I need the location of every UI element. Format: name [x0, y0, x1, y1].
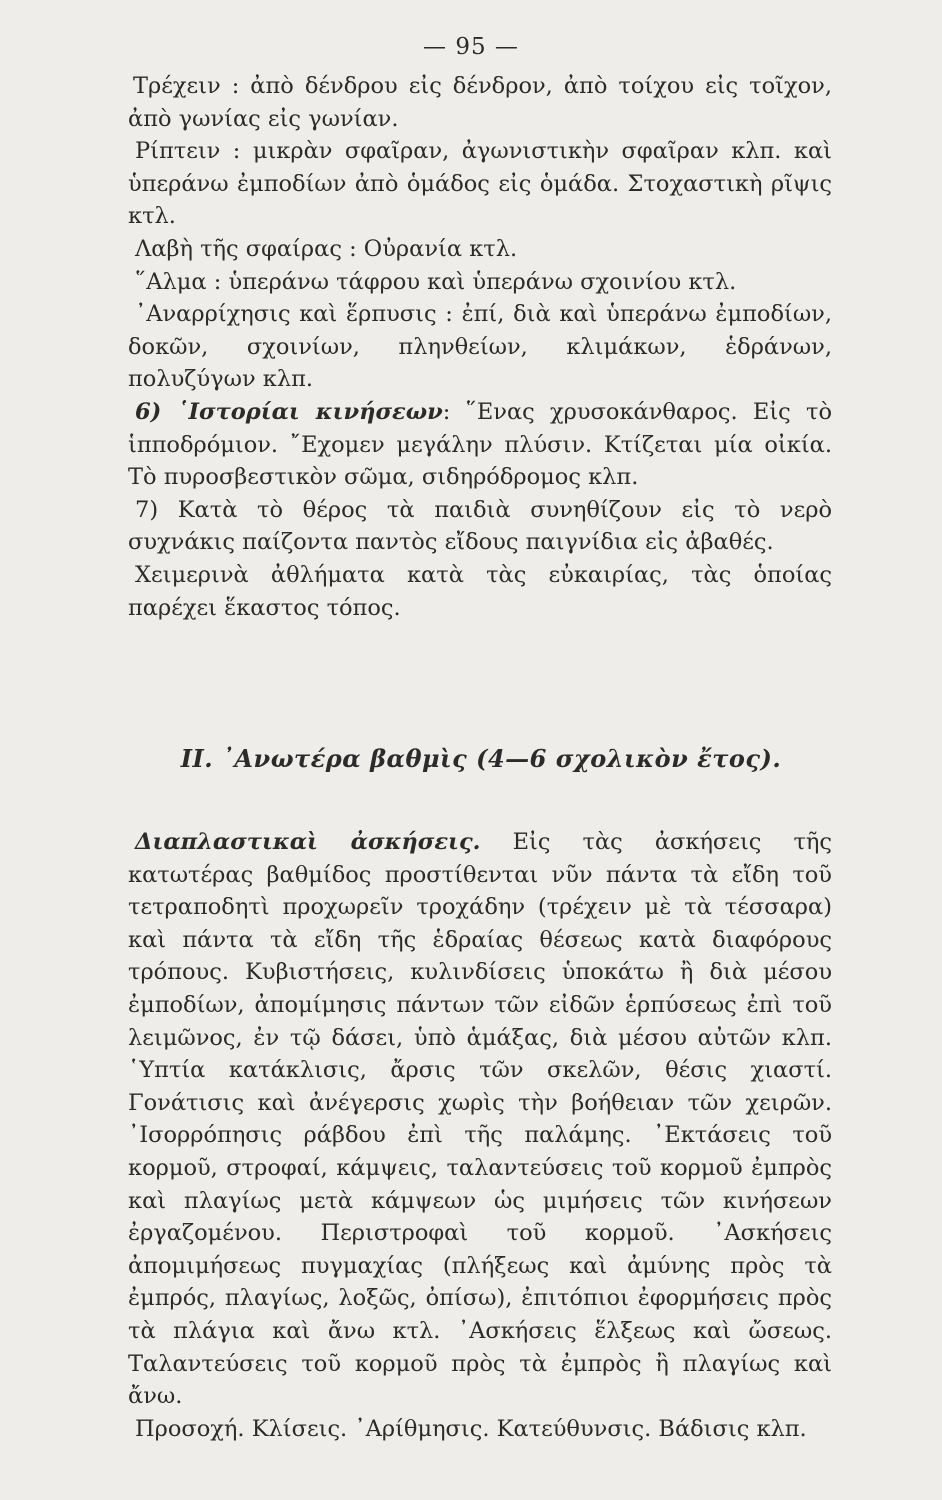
paragraph-text: ῞Αλμα : ὑπεράνω τάφρου καὶ ὑπεράνω σχοινίου κτλ.: [135, 268, 737, 295]
paragraph-text: ᾿Αναρρίχησις καὶ ἕρπυσις : ἐπί, διὰ καὶ ὑπεράνω ἐμποδίων, δοκῶν, σχοινίων, πληνθείων, κλιμάκων, ἑδράνων, πολυζύγων κλπ.: [128, 301, 832, 393]
bottom-text-block: [128, 826, 832, 1445]
paragraph-jumping: [128, 266, 832, 299]
paragraph-climbing: [128, 298, 832, 396]
paragraph-text: Ρίπτειν : μικρὰν σφαῖραν, ἀγωνιστικὴν σφαῖραν κλπ. καὶ ὑπεράνω ἐμποδίων ἀπὸ ὁμάδος εἰς ὁμάδα. Στοχαστικὴ ρῖψις κτλ.: [128, 138, 832, 230]
paragraph-commands: [128, 1413, 832, 1446]
paragraph-ball-grip: [128, 233, 832, 266]
paragraph-text: : ῞Ενας χρυσοκάνθαρος. Εἰς τὸ ἱπποδρόμιον. ῎Εχομεν μεγάλην πλύσιν. Κτίζεται μία οἰκία. Τὸ πυροσβεστικὸν σῶμα, σιδηρόδρομος κλπ.: [128, 398, 832, 491]
paragraph-label: 6) ῾Ιστορίαι κινήσεων: [135, 398, 443, 425]
top-text-block: [128, 70, 832, 624]
paragraph-running: [128, 70, 832, 135]
paragraph-winter: [128, 559, 832, 624]
page-number: — 95 —: [423, 34, 519, 60]
paragraph-text: Προσοχή. Κλίσεις. ᾿Αρίθμησις. Κατεύθυνσις. Βάδισις κλπ.: [135, 1415, 807, 1442]
paragraph-movement-stories: [128, 396, 832, 494]
paragraph-label: Διαπλαστικαὶ ἀσκήσεις.: [135, 829, 481, 855]
paragraph-throwing: [128, 135, 832, 233]
paragraph-text: Τρέχειν : ἀπὸ δένδρου εἰς δένδρον, ἀπὸ τοίχου εἰς τοῖχον, ἀπὸ γωνίας εἰς γωνίαν.: [128, 73, 832, 132]
paragraph-text: Χειμερινὰ ἀθλήματα κατὰ τὰς εὐκαιρίας, τὰς ὁποίας παρέχει ἕκαστος τόπος.: [128, 561, 832, 621]
paragraph-formative-exercises: [128, 826, 832, 1413]
paragraph-text: Λαβὴ τῆς σφαίρας : Οὐρανία κτλ.: [135, 235, 518, 262]
paragraph-summer: [128, 494, 832, 559]
paragraph-text: 7) Κατὰ τὸ θέρος τὰ παιδιὰ συνηθίζουν εἰς τὸ νερὸ συχνάκις παίζοντα παντὸς εἴδους παιγνίδια εἰς ἀβαθές.: [128, 496, 832, 556]
section-heading: ΙΙ. ᾿Ανωτέρα βαθμὶς (4—6 σχολικὸν ἔτος).: [180, 744, 782, 773]
paragraph-text: Εἰς τὰς ἀσκήσεις τῆς κατωτέρας βαθμίδος προστίθενται νῦν πάντα τὰ εἴδη τοῦ τετραποδητὶ προχωρεῖν τροχάδην (τρέχειν μὲ τὰ τέσσαρα) καὶ πάντα τὰ εἴδη τῆς ἑδραίας θέσεως κατὰ διαφόρους τρόπους. Κυβιστήσεις, κυλινδίσεις ὑποκάτω ἢ διὰ μέσου ἐμποδίων, ἀπομίμησις πάντων τῶν εἰδῶν ἑρπύσεως ἐπὶ τοῦ λειμῶνος, ἐν τῷ δάσει, ὑπὸ ἁμάξας, διὰ μέσου αὐτῶν κλπ. ῾Υπτία κατάκλισις, ἄρσις τῶν σκελῶν, θέσις χιαστί. Γονάτισις καὶ ἀνέγερσις χωρὶς τὴν βοήθειαν τῶν χειρῶν. ᾿Ισορρόπησις ράβδου ἐπὶ τῆς παλάμης. ᾿Εκτάσεις τοῦ κορμοῦ, στροφαί, κάμψεις, ταλαντεύσεις τοῦ κορμοῦ ἐμπρὸς καὶ πλαγίως μετὰ κάμψεων ὡς μιμήσεις τῶν κινήσεων ἐργαζομένου. Περιστροφαὶ τοῦ κορμοῦ. ᾿Ασκήσεις ἀπομιμήσεως πυγμαχίας (πλήξεως καὶ ἀμύνης πρὸς τὰ ἐμπρός, πλαγίως, λοξῶς, ὀπίσω), ἐπιτόπιοι ἐφορμήσεις πρὸς τὰ πλάγια καὶ ἄνω κτλ. ᾿Ασκήσεις ἕλξεως καὶ ὤσεως. Ταλαντεύσεις τοῦ κορμοῦ πρὸς τὰ ἐμπρὸς ἢ πλαγίως καὶ ἄνω.: [128, 829, 832, 1410]
